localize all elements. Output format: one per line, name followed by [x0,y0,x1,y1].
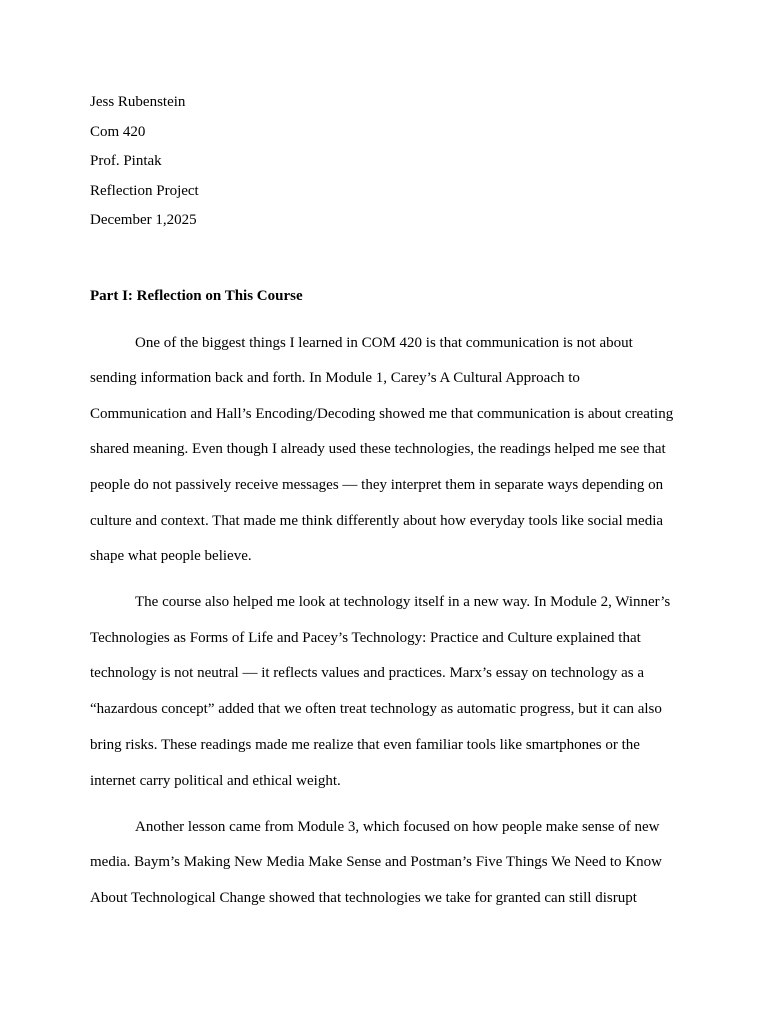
paragraph-1-line-7: shape what people believe. [90,548,252,564]
paragraph-1-line-2: sending information back and forth. In Module 1, Carey’s A Cultural Approach to [90,370,580,386]
paragraph-2-line-5: bring risks. These readings made me realize that even familiar tools like smartphones or the [90,737,640,753]
paragraph-2-line-6: internet carry political and ethical weight. [90,773,341,789]
paragraph-3-line-1: Another lesson came from Module 3, which focused on how people make sense of new [135,819,660,835]
section-heading: Part I: Reflection on This Course [90,288,303,304]
paragraph-2-line-1: The course also helped me look at technology itself in a new way. In Module 2, Winner’s [135,594,671,610]
paragraph-1-line-6: culture and context. That made me think differently about how everyday tools like social media [90,513,664,529]
paragraph-1-line-1: One of the biggest things I learned in COM 420 is that communication is not about [135,335,633,351]
paragraph-2-line-4: “hazardous concept” added that we often treat technology as automatic progress, but it can also [90,701,662,717]
document-header [90,92,690,240]
paragraph-2-line-3: technology is not neutral — it reflects values and practices. Marx’s essay on technology as a [90,665,645,681]
paragraph-3-line-3: About Technological Change showed that technologies we take for granted can still disrupt [90,890,637,906]
paragraph-1-line-4: shared meaning. Even though I already used these technologies, the readings helped me see that [90,441,666,457]
assignment-title: Reflection Project [90,182,199,199]
paragraph-1-line-3: Communication and Hall’s Encoding/Decoding showed me that communication is about creating [90,406,674,422]
paragraph-3-line-2: media. Baym’s Making New Media Make Sense and Postman’s Five Things We Need to Know [90,854,662,870]
paragraph-2-line-2: Technologies as Forms of Life and Pacey’s Technology: Practice and Culture explained that [90,630,641,646]
document-date: December 1,2025 [90,212,197,228]
paragraph-1-line-5: people do not passively receive messages — they interpret them in separate ways depending on [90,477,664,493]
course-code: Com 420 [90,123,146,140]
author-name: Jess Rubenstein [90,94,186,110]
professor-name: Prof. Pintak [90,153,162,169]
